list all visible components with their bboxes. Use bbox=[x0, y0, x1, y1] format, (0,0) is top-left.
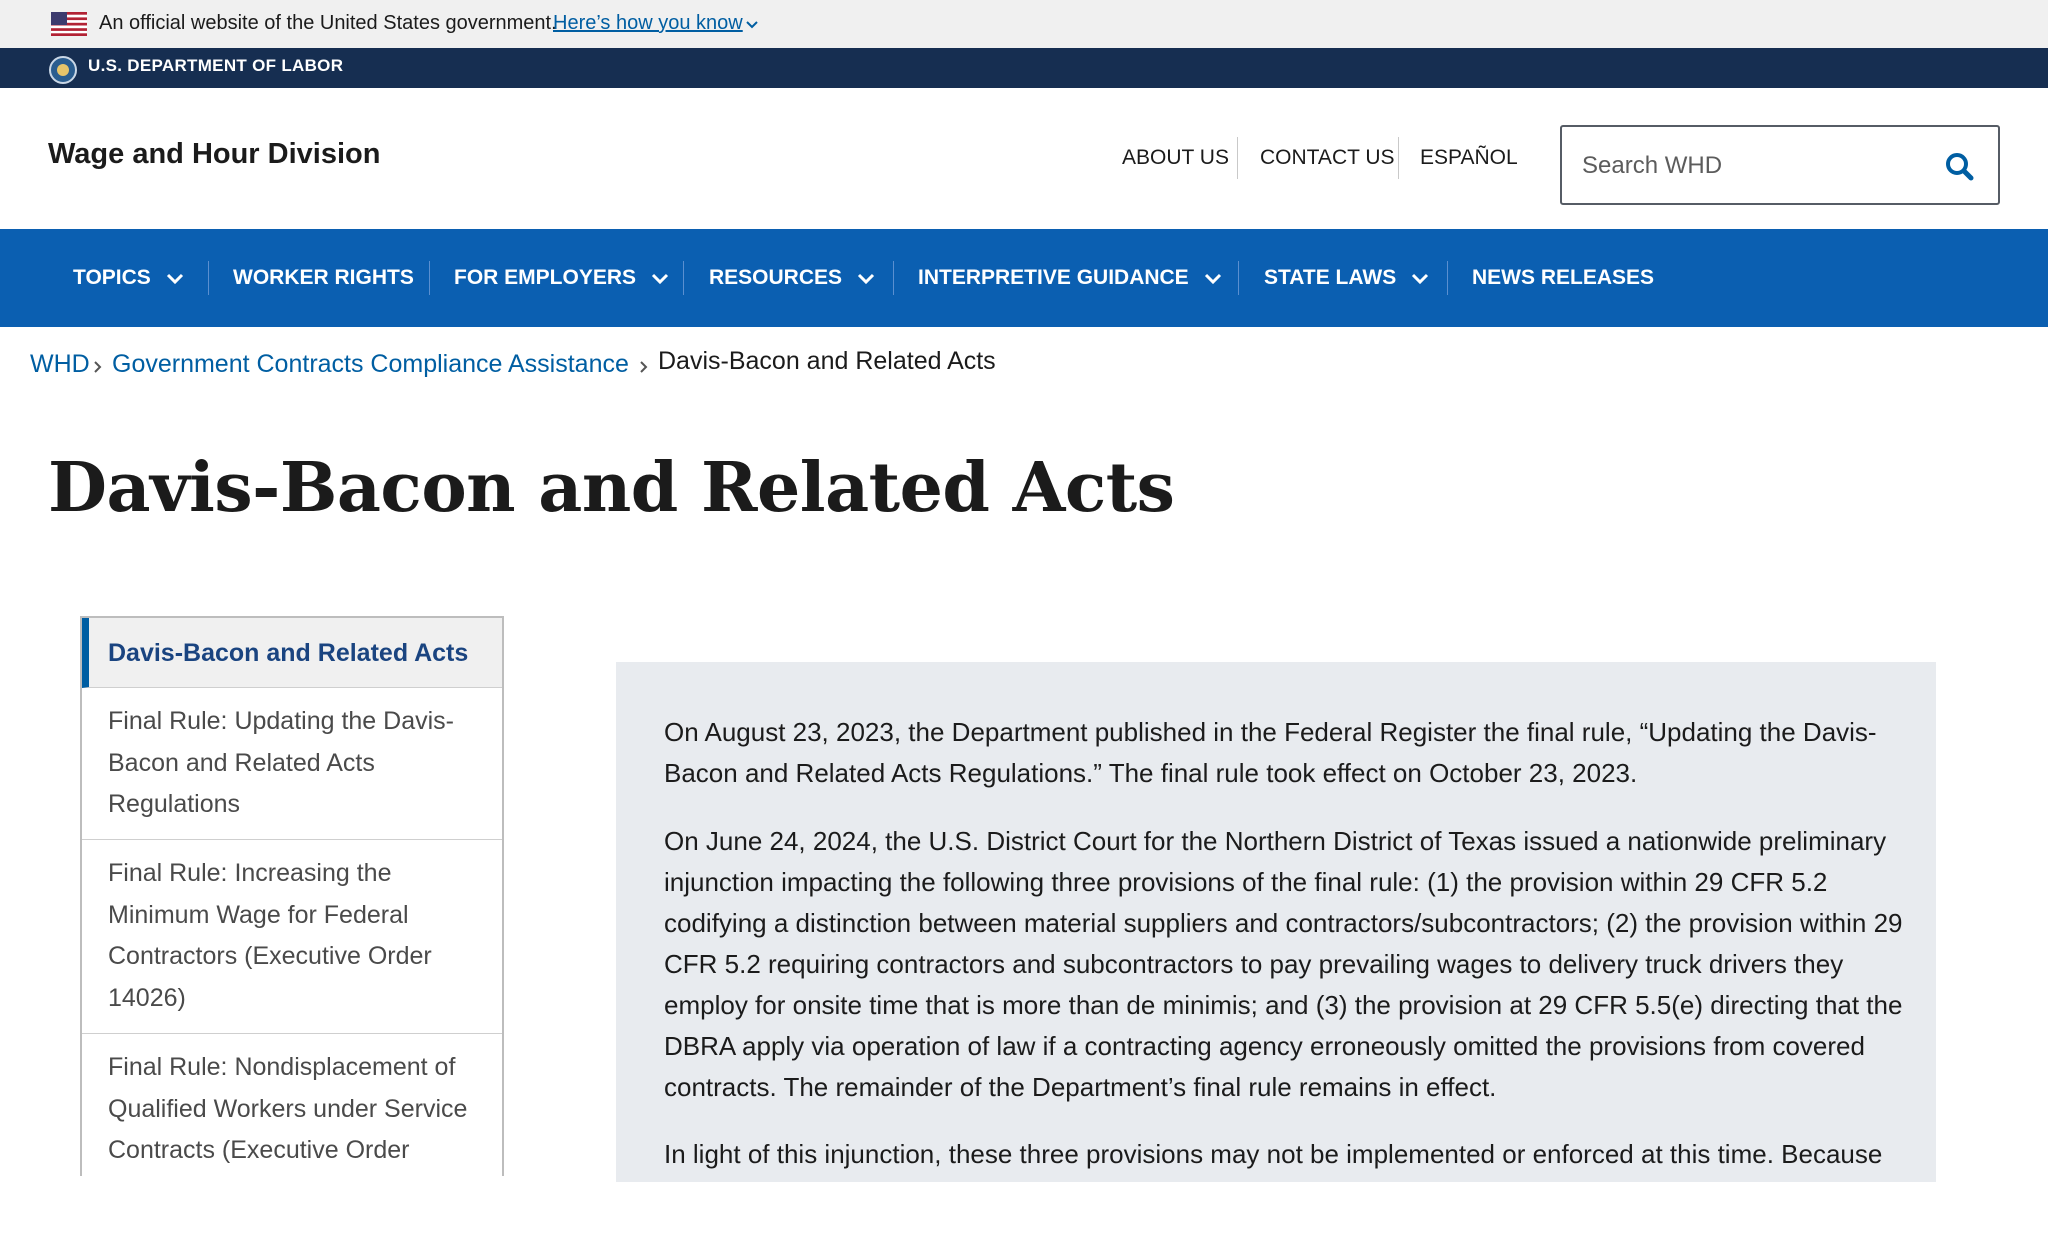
nav-item-label: INTERPRETIVE GUIDANCE bbox=[918, 266, 1189, 289]
nav-divider bbox=[208, 261, 209, 295]
breadcrumb-current: Davis-Bacon and Related Acts bbox=[658, 347, 996, 375]
page-title: Davis-Bacon and Related Acts bbox=[48, 448, 1175, 528]
nav-divider bbox=[1238, 261, 1239, 295]
sidenav-item-label: Final Rule: Updating the Davis-Bacon and Related Acts Regulations bbox=[108, 707, 454, 818]
nav-divider bbox=[1447, 261, 1448, 295]
nav-interpretive-guidance[interactable] bbox=[918, 261, 1223, 295]
side-nav bbox=[80, 616, 504, 1176]
nav-item-label: NEWS RELEASES bbox=[1472, 266, 1655, 289]
search-box bbox=[1560, 125, 2000, 205]
content-paragraph: In light of this injunction, these three provisions may not be implemented or enforced at this time. Because bbox=[664, 1139, 1883, 1169]
nav-item-label: TOPICS bbox=[73, 266, 151, 289]
util-divider bbox=[1237, 137, 1238, 179]
nav-worker-rights[interactable] bbox=[233, 261, 414, 295]
sidenav-item-label: Final Rule: Increasing the Minimum Wage for Federal Contractors (Executive Order 14026) bbox=[108, 859, 432, 1012]
how-you-know-link[interactable]: Here’s how you know bbox=[553, 12, 743, 34]
nav-item-label: FOR EMPLOYERS bbox=[454, 266, 637, 289]
nav-state-laws[interactable] bbox=[1264, 261, 1430, 295]
nav-for-employers[interactable] bbox=[454, 261, 670, 295]
chevron-down-icon bbox=[165, 268, 185, 288]
sidenav-item-min-wage[interactable] bbox=[82, 840, 502, 1034]
content-box bbox=[616, 662, 1936, 1182]
gov-banner bbox=[0, 0, 2048, 48]
main-nav bbox=[0, 229, 2048, 327]
nav-divider bbox=[893, 261, 894, 295]
chevron-right-icon bbox=[638, 360, 650, 374]
chevron-down-icon bbox=[1410, 268, 1430, 288]
gov-banner-text: An official website of the United States government. bbox=[99, 12, 557, 34]
nav-news-releases[interactable] bbox=[1472, 261, 1654, 295]
department-bar bbox=[0, 48, 2048, 88]
search-icon[interactable] bbox=[1938, 145, 1982, 189]
site-title[interactable]: Wage and Hour Division bbox=[48, 138, 381, 170]
sidenav-item-updating-dbra[interactable] bbox=[82, 688, 502, 840]
nav-divider bbox=[683, 261, 684, 295]
nav-topics[interactable] bbox=[73, 261, 185, 295]
chevron-down-icon bbox=[650, 268, 670, 288]
search-input[interactable] bbox=[1580, 149, 1920, 183]
nav-item-label: RESOURCES bbox=[709, 266, 843, 289]
chevron-down-icon bbox=[1203, 268, 1223, 288]
us-flag-icon bbox=[51, 12, 87, 36]
chevron-right-icon bbox=[92, 360, 104, 374]
sidenav-item-dbra[interactable] bbox=[82, 618, 502, 688]
nav-item-label: WORKER RIGHTS bbox=[233, 266, 414, 289]
nav-resources[interactable] bbox=[709, 261, 876, 295]
espanol-link[interactable]: ESPAÑOL bbox=[1420, 146, 1518, 169]
util-divider bbox=[1398, 137, 1399, 179]
sidenav-item-nondisplacement[interactable] bbox=[82, 1034, 502, 1234]
breadcrumb-link-gcca[interactable]: Government Contracts Compliance Assistance bbox=[112, 350, 629, 378]
department-name[interactable]: U.S. DEPARTMENT OF LABOR bbox=[88, 56, 344, 75]
about-us-link[interactable]: ABOUT US bbox=[1122, 146, 1229, 169]
dol-seal-icon bbox=[49, 56, 77, 84]
contact-us-link[interactable]: CONTACT US bbox=[1260, 146, 1395, 169]
content-paragraph: On August 23, 2023, the Department published in the Federal Register the final rule, “Updating the Davis-Bacon and Related Acts Regulations.” The final rule took effect on October 23, 2023. bbox=[664, 717, 1877, 788]
breadcrumb-link-whd[interactable]: WHD bbox=[30, 350, 90, 378]
chevron-down-icon[interactable] bbox=[744, 16, 760, 32]
content-paragraph: On June 24, 2024, the U.S. District Court for the Northern District of Texas issued a nationwide preliminary injunction impacting the following three provisions of the final rule: (1) the provision within 29 CFR 5.2 codifying a distinction between material suppliers and contractors/subcontractors; (2) the provision within 29 CFR 5.2 requiring contractors and subcontractors to pay prevailing wages to delivery truck drivers they employ for onsite time that is more than de minimis; and (3) the provision at 29 CFR 5.5(e) directing that the DBRA apply via operation of law if a contracting agency erroneously omitted the provisions from covered contracts. The remainder of the Department’s final rule remains in effect. bbox=[664, 826, 1903, 1102]
chevron-down-icon bbox=[856, 268, 876, 288]
nav-divider bbox=[429, 261, 430, 295]
sidenav-item-label: Davis-Bacon and Related Acts bbox=[108, 639, 469, 667]
sidenav-item-label: Final Rule: Nondisplacement of Qualified Workers under Service Contracts (Executive Order bbox=[108, 1053, 468, 1164]
nav-item-label: STATE LAWS bbox=[1264, 266, 1397, 289]
